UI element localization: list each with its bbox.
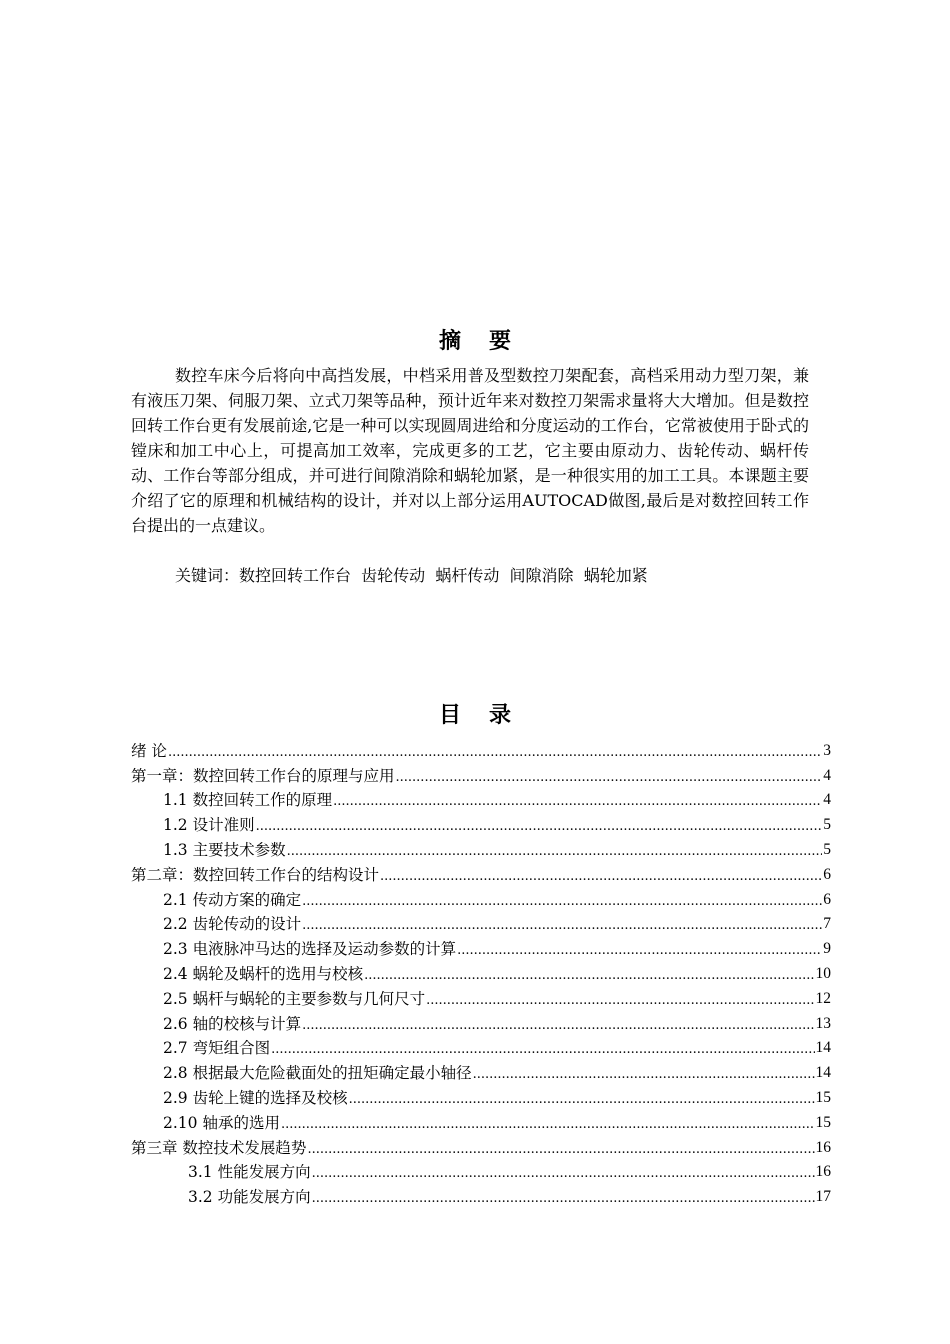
toc-dot-leader [256,814,823,836]
toc-dot-leader [302,913,822,935]
toc-dot-leader [396,765,823,787]
toc-dot-leader [287,839,823,861]
toc-dot-leader [349,1087,815,1109]
toc-entry-title: 2.4 蜗轮及蜗杆的选用与校核 [163,964,364,983]
toc-page-number: 17 [815,1188,831,1206]
toc-page-number: 14 [815,1064,831,1082]
toc-entry[interactable] [131,960,831,985]
toc-dot-leader [307,1137,814,1159]
toc-entry[interactable] [131,1084,831,1109]
toc-entry-title: 3.1 性能发展方向 [188,1163,311,1182]
toc-page-number: 15 [815,1113,831,1131]
toc-entry-title: 2.3 电液脉冲马达的选择及运动参数的计算 [163,940,457,959]
toc-dot-leader [302,889,822,911]
toc-page-number: 14 [815,1039,831,1057]
toc-entry[interactable] [131,985,831,1010]
toc-entry-title: 2.8 根据最大危险截面处的扭矩确定最小轴径 [163,1064,472,1083]
toc-dot-leader [312,1186,815,1208]
toc-entry[interactable] [131,1109,831,1134]
toc-entry-title: 第一章：数控回转工作台的原理与应用 [131,766,395,785]
toc-entry[interactable] [131,836,831,861]
toc-entry[interactable] [131,1010,831,1035]
toc-page-number: 15 [815,1088,831,1106]
toc-page-number: 6 [823,865,831,883]
toc-entry-title: 第三章 数控技术发展趋势 [131,1138,307,1157]
toc-entry-title: 1.1 数控回转工作的原理 [163,791,333,810]
toc-entry-title: 第二章：数控回转工作台的结构设计 [131,865,380,884]
toc-entry[interactable] [131,1159,831,1184]
toc-entry[interactable] [131,737,831,762]
toc-page-number: 16 [815,1163,831,1181]
toc-entry[interactable] [131,1035,831,1060]
toc-dot-leader [473,1062,815,1084]
toc-entry-title: 3.2 功能发展方向 [188,1188,311,1207]
toc-entry-title: 2.7 弯矩组合图 [163,1039,271,1058]
toc-entry[interactable] [131,811,831,836]
toc-heading: 目录 [438,702,539,728]
toc-entry[interactable] [131,911,831,936]
toc-dot-leader [281,1112,815,1134]
toc-dot-leader [302,1013,814,1035]
toc-page-number: 3 [823,741,831,759]
toc-dot-leader [380,864,822,886]
toc-page-number: 16 [815,1138,831,1156]
toc-entry[interactable] [131,787,831,812]
toc-page-number: 5 [823,840,831,858]
toc-entry-title: 2.9 齿轮上键的选择及校核 [163,1088,348,1107]
abstract-body: 数控车床今后将向中高挡发展，中档采用普及型数控刀架配套，高档采用动力型刀架，兼有液压刀架、伺服刀架、立式刀架等品种，预计近年来对数控刀架需求量将大大增加。但是数控回转工作台更有发展前途,它是一种可以实现圆周进给和分度运动的工作台，它常被使用于卧式的镗床和加工中心上，可提高加工效率，完成更多的工艺，它主要由原动力、齿轮传动、蜗杆传动、工作台等部分组成，并可进行间隙消除和蜗轮加紧，是一种很实用的加工工具。本课题主要介绍了它的原理和机械结构的设计，并对以上部分运用AUTOCAD做图,最后是对数控回转工作台提出的一点建议。 [131,366,809,535]
toc-entry[interactable] [131,1134,831,1159]
toc-dot-leader [457,938,822,960]
toc-entry-title: 2.6 轴的校核与计算 [163,1014,302,1033]
toc-entry-title: 2.2 齿轮传动的设计 [163,915,302,934]
toc-page-number: 9 [823,940,831,958]
toc-entry-title: 2.5 蜗杆与蜗轮的主要参数与几何尺寸 [163,989,426,1008]
toc-page-number: 10 [815,964,831,982]
toc-entry-title: 1.3 主要技术参数 [163,840,286,859]
table-of-contents [131,737,831,1208]
toc-entry[interactable] [131,861,831,886]
toc-entry-title: 2.10 轴承的选用 [163,1113,280,1132]
toc-entry[interactable] [131,1059,831,1084]
toc-dot-leader [312,1161,815,1183]
toc-entry-title: 1.2 设计准则 [163,816,255,835]
keywords-line: 关键词：数控回转工作台 齿轮传动 蜗杆传动 间隙消除 蜗轮加紧 [175,566,648,585]
toc-dot-leader [426,988,814,1010]
toc-dot-leader [364,963,814,985]
toc-entry-title: 2.1 传动方案的确定 [163,890,302,909]
toc-entry[interactable] [131,1183,831,1208]
toc-entry[interactable] [131,886,831,911]
toc-entry[interactable] [131,762,831,787]
toc-dot-leader [333,789,822,811]
toc-dot-leader [168,740,822,762]
toc-page-number: 4 [823,766,831,784]
toc-entry-title: 绪 论 [131,741,167,760]
toc-entry[interactable] [131,935,831,960]
toc-page-number: 7 [823,915,831,933]
toc-page-number: 5 [823,816,831,834]
abstract-heading: 摘要 [438,328,539,354]
toc-page-number: 12 [815,989,831,1007]
toc-dot-leader [271,1037,814,1059]
toc-page-number: 13 [815,1014,831,1032]
toc-page-number: 4 [823,791,831,809]
toc-page-number: 6 [823,890,831,908]
